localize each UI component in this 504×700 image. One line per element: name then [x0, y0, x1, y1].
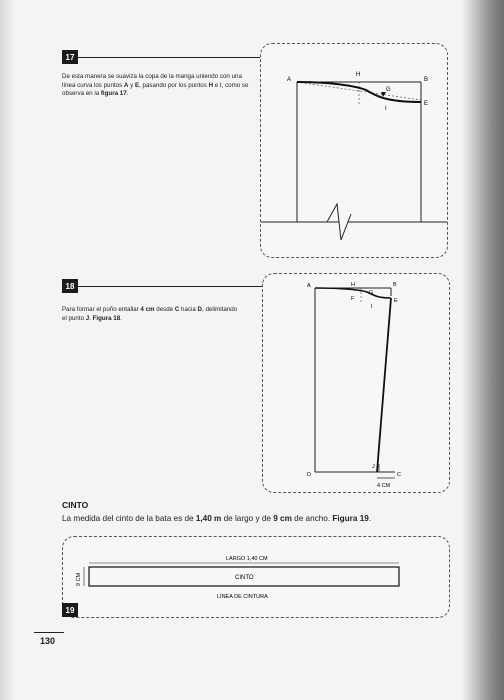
label-E: E	[394, 298, 398, 304]
label-A: A	[287, 77, 292, 83]
page-gutter-shadow	[0, 0, 14, 700]
cinto-piece-label: CINTO	[235, 575, 254, 581]
label-A: A	[307, 283, 311, 289]
page-number: 130	[40, 636, 56, 646]
step-19-number: 19	[65, 605, 75, 615]
step-19-badge	[62, 603, 78, 617]
label-D: D	[307, 472, 311, 478]
label-I: I	[385, 106, 387, 112]
label-C: C	[397, 472, 401, 478]
figure-19-panel	[62, 536, 450, 618]
cinto-length-label: LARGO 1,40 CM	[226, 556, 268, 562]
figure-17-panel	[260, 43, 448, 258]
label-B: B	[424, 77, 429, 83]
step-18-badge	[62, 279, 78, 293]
step-17-rule	[78, 57, 260, 58]
step-17-text: De esta manera se suaviza la copa de la manga uniendo con una línea curva los puntos A y E, pasando por los puntos H e I, como se observa en la figura 17.	[62, 73, 249, 97]
page-edge-shadow	[462, 0, 504, 700]
label-G: G	[369, 290, 374, 296]
cinto-width-label: 9 CM	[76, 572, 82, 586]
figure-17-diagram	[261, 44, 447, 257]
label-H: H	[356, 72, 361, 78]
label-H: H	[351, 282, 355, 288]
figure-19-diagram	[63, 537, 449, 617]
label-I: I	[371, 304, 373, 310]
measure-4cm: 4 CM	[377, 483, 391, 489]
cinto-waist-label: LÍNEA DE CINTURA	[217, 594, 268, 600]
step-18-text: Para formar el puño entallar 4 cm desde C hacia D, delimitando el punto J. Figura 18.	[62, 306, 238, 322]
cinto-title: CINTO	[62, 500, 89, 510]
label-G: G	[386, 87, 391, 93]
label-J: J	[372, 464, 375, 470]
step-17-number: 17	[65, 52, 75, 62]
step-17-badge	[62, 50, 78, 64]
label-B: B	[393, 282, 397, 288]
step-18-rule	[78, 286, 278, 287]
label-F: F	[351, 296, 355, 302]
step-18-number: 18	[65, 281, 75, 291]
label-E: E	[424, 101, 429, 107]
page-number-rule	[34, 632, 64, 633]
figure-18-diagram	[263, 274, 449, 492]
cinto-text: La medida del cinto de la bata es de 1,40 m de largo y de 9 cm de ancho. Figura 19.	[62, 514, 372, 523]
figure-18-panel	[262, 273, 450, 493]
